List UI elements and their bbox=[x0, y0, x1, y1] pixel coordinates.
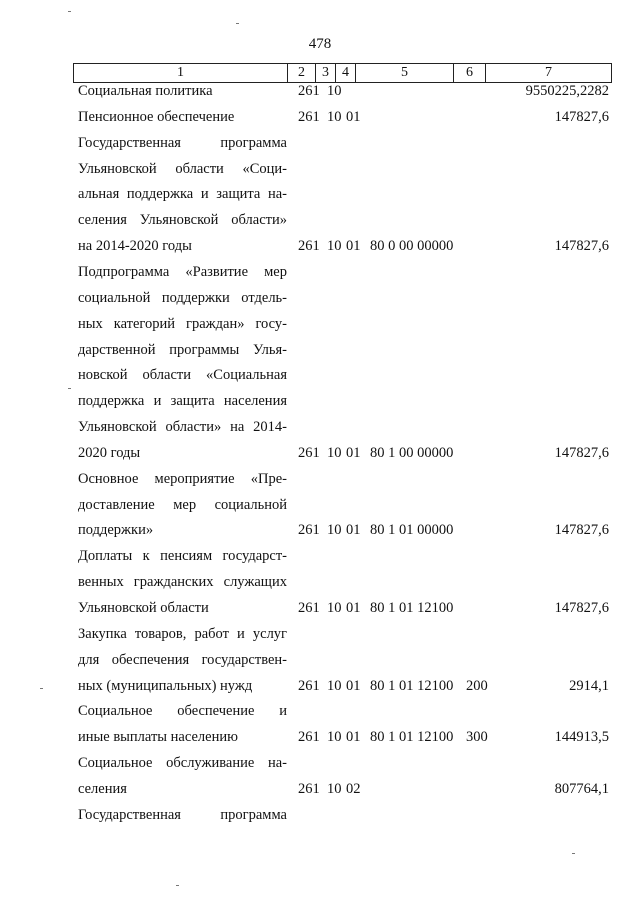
cell-c4: 01 bbox=[346, 677, 361, 694]
cell-c7: 807764,1 bbox=[554, 780, 609, 797]
cell-c3: 10 bbox=[327, 677, 342, 694]
cell-c1: ных (муниципальных) нужд bbox=[78, 677, 253, 694]
cell-c1: ных категорий граждан» госу- bbox=[78, 315, 287, 332]
cell-c4: 01 bbox=[346, 522, 361, 539]
table-row bbox=[0, 522, 640, 544]
table-row bbox=[0, 419, 640, 441]
cell-c3: 10 bbox=[327, 600, 342, 616]
cell-c1: новской области «Социальная bbox=[78, 367, 287, 384]
table-row bbox=[0, 807, 640, 829]
column-header-3: 3 bbox=[316, 64, 336, 83]
cell-c1: альная поддержка и защита на- bbox=[78, 186, 287, 203]
table-row bbox=[0, 135, 640, 157]
cell-c3: 10 bbox=[327, 729, 342, 746]
cell-c1: Закупка товаров, работ и услуг bbox=[78, 625, 287, 642]
column-header-5: 5 bbox=[356, 64, 454, 83]
table-row bbox=[0, 212, 640, 234]
cell-c1: Ульяновской области bbox=[78, 600, 209, 616]
cell-c7: 144913,5 bbox=[554, 729, 609, 746]
cell-c5: 80 1 00 00000 bbox=[370, 444, 454, 461]
cell-c2: 261 bbox=[298, 780, 320, 797]
cell-c6: 300 bbox=[466, 729, 488, 746]
column-header-7: 7 bbox=[486, 64, 612, 83]
table-row bbox=[0, 367, 640, 389]
table-row bbox=[0, 755, 640, 777]
cell-c5: 80 1 01 00000 bbox=[370, 522, 454, 539]
cell-c1: селения Ульяновской области» bbox=[78, 212, 287, 229]
cell-c1: доставление мер социальной bbox=[78, 496, 287, 513]
table-row bbox=[0, 600, 640, 622]
cell-c4: 01 bbox=[346, 238, 361, 255]
cell-c1: социальной поддержки отдель- bbox=[78, 289, 287, 306]
cell-c4: 01 bbox=[346, 444, 361, 461]
table-row bbox=[0, 238, 640, 260]
cell-c7: 147827,6 bbox=[554, 600, 609, 616]
cell-c1: Государственная программа bbox=[78, 806, 287, 823]
cell-c7: 147827,6 bbox=[554, 522, 609, 539]
cell-c7: 147827,6 bbox=[554, 108, 609, 125]
cell-c4: 01 bbox=[346, 600, 361, 616]
cell-c1: на 2014-2020 годы bbox=[78, 238, 192, 255]
table-row bbox=[0, 703, 640, 725]
cell-c4: 02 bbox=[346, 780, 361, 797]
cell-c7: 9550225,2282 bbox=[525, 83, 609, 99]
table-row bbox=[0, 781, 640, 803]
cell-c2: 261 bbox=[298, 522, 320, 539]
scan-speck bbox=[572, 853, 575, 854]
cell-c1: Подпрограмма «Развитие мер bbox=[78, 263, 287, 280]
table-row bbox=[0, 471, 640, 493]
table-row bbox=[0, 574, 640, 596]
cell-c3: 10 bbox=[327, 522, 342, 539]
cell-c5: 80 0 00 00000 bbox=[370, 238, 454, 255]
cell-c1: селения bbox=[78, 780, 127, 797]
cell-c1: Социальное обеспечение и bbox=[78, 703, 287, 720]
scan-speck bbox=[176, 885, 179, 886]
cell-c3: 10 bbox=[327, 444, 342, 461]
cell-c2: 261 bbox=[298, 83, 320, 99]
table-row bbox=[0, 161, 640, 183]
cell-c5: 80 1 01 12100 bbox=[370, 729, 454, 746]
cell-c4: 01 bbox=[346, 108, 361, 125]
scan-speck bbox=[40, 688, 43, 689]
cell-c1: Ульяновской области» на 2014- bbox=[78, 419, 287, 436]
cell-c5: 80 1 01 12100 bbox=[370, 600, 454, 616]
cell-c1: для обеспечения государствен- bbox=[78, 651, 287, 668]
cell-c2: 261 bbox=[298, 108, 320, 125]
table-row bbox=[0, 393, 640, 415]
cell-c3: 10 bbox=[327, 108, 342, 125]
cell-c1: Доплаты к пенсиям государст- bbox=[78, 548, 287, 565]
cell-c2: 261 bbox=[298, 238, 320, 255]
cell-c1: Государственная программа bbox=[78, 134, 287, 151]
table-row bbox=[0, 445, 640, 467]
cell-c2: 261 bbox=[298, 729, 320, 746]
table-row bbox=[0, 548, 640, 570]
cell-c1: Основное мероприятие «Пре- bbox=[78, 470, 287, 487]
cell-c2: 261 bbox=[298, 600, 320, 616]
table-row bbox=[0, 186, 640, 208]
table-row bbox=[0, 729, 640, 751]
page-number: 478 bbox=[308, 36, 332, 52]
table-row bbox=[0, 264, 640, 286]
table-row bbox=[0, 497, 640, 519]
cell-c1: Пенсионное обеспечение bbox=[78, 108, 235, 125]
column-header-6: 6 bbox=[454, 64, 486, 83]
cell-c3: 10 bbox=[327, 780, 342, 797]
cell-c7: 2914,1 bbox=[569, 677, 609, 694]
scan-speck bbox=[236, 23, 239, 24]
cell-c1: поддержка и защита населения bbox=[78, 393, 287, 410]
cell-c6: 200 bbox=[466, 677, 488, 694]
cell-c1: иные выплаты населению bbox=[78, 729, 238, 746]
column-header-4: 4 bbox=[336, 64, 356, 83]
cell-c1: дарственной программы Улья- bbox=[78, 341, 287, 358]
cell-c3: 10 bbox=[327, 238, 342, 255]
cell-c1: поддержки» bbox=[78, 522, 154, 539]
column-header-1: 1 bbox=[74, 64, 288, 83]
cell-c2: 261 bbox=[298, 444, 320, 461]
cell-c1: Ульяновской области «Соци- bbox=[78, 160, 287, 177]
column-header-2: 2 bbox=[288, 64, 316, 83]
cell-c2: 261 bbox=[298, 677, 320, 694]
cell-c1: 2020 годы bbox=[78, 444, 141, 461]
cell-c3: 10 bbox=[327, 83, 342, 99]
table-row bbox=[0, 652, 640, 674]
cell-c1: Социальная политика bbox=[78, 83, 213, 99]
scan-speck bbox=[68, 388, 71, 389]
table-row bbox=[0, 290, 640, 312]
table-row bbox=[0, 109, 640, 131]
table-row bbox=[0, 678, 640, 700]
table-row bbox=[0, 83, 640, 105]
cell-c7: 147827,6 bbox=[554, 444, 609, 461]
table-row bbox=[0, 342, 640, 364]
cell-c5: 80 1 01 12100 bbox=[370, 677, 454, 694]
table-row bbox=[0, 626, 640, 648]
cell-c1: Социальное обслуживание на- bbox=[78, 755, 287, 772]
table-row bbox=[0, 316, 640, 338]
column-header-row bbox=[73, 63, 612, 83]
scan-speck bbox=[68, 11, 71, 12]
cell-c1: венных гражданских служащих bbox=[78, 574, 287, 591]
cell-c4: 01 bbox=[346, 729, 361, 746]
cell-c7: 147827,6 bbox=[554, 238, 609, 255]
